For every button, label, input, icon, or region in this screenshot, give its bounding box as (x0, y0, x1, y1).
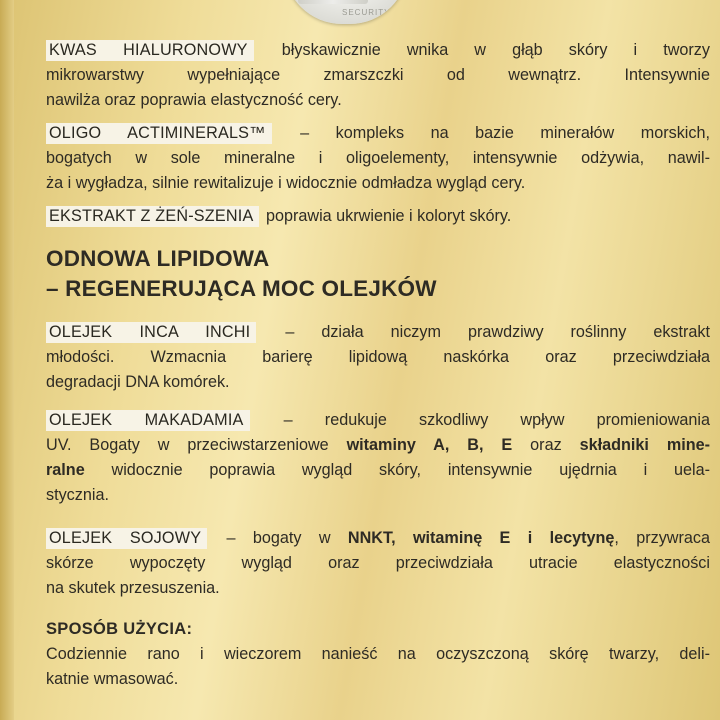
oil-macadamia (46, 408, 710, 508)
ingredient-label: KWAS HIALURONOWY (46, 40, 254, 61)
ingredient-text: nawilża oraz poprawia elastyczność cery. (46, 91, 342, 109)
oil-text: młodości. Wzmacnia barierę lipidową naskórka oraz przeciwdziała (46, 348, 710, 366)
oil-text-bold: witaminy A, B, E (346, 436, 513, 454)
section-heading-line: – REGENERUJĄCA MOC OLEJKÓW (46, 276, 437, 301)
oil-text: , przywraca (614, 529, 710, 547)
oil-text: stycznia. (46, 486, 109, 504)
oil-text: UV. Bogaty w przeciwstarzeniowe (46, 436, 347, 454)
oil-text: na skutek przesuszenia. (46, 579, 220, 597)
oil-text-bold: składniki mine- (579, 436, 710, 454)
oil-text: – bogaty w (209, 529, 348, 547)
ingredient-oligo-actiminerals (46, 121, 710, 196)
section-heading-line: ODNOWA LIPIDOWA (46, 246, 270, 271)
section-heading (46, 244, 437, 304)
ingredient-text: ża i wygładza, silnie rewitalizuje i widocznie odmładza wygląd cery. (46, 174, 526, 192)
oil-text: – działa niczym prawdziwy roślinny ekstrakt (258, 323, 710, 341)
oil-text-bold: ralne (46, 461, 85, 479)
package-edge (0, 0, 14, 720)
usage-instructions (46, 642, 710, 692)
ingredient-text: – kompleks na bazie minerałów morskich, (273, 124, 710, 142)
ingredient-text: bogatych w sole mineralne i oligoelementy, intensywnie odżywia, nawil- (46, 149, 710, 167)
oil-soy (46, 526, 710, 601)
oil-text: degradacji DNA komórek. (46, 373, 230, 391)
ingredient-text: mikrowarstwy wypełniające zmarszczki od wewnątrz. Intensywnie (46, 66, 710, 84)
oil-label: OLEJEK SOJOWY (46, 528, 207, 549)
oil-text: oraz (512, 436, 580, 454)
ingredient-ginseng-extract (46, 204, 710, 229)
ingredient-text: błyskawicznie wnika w głąb skóry i tworzy (255, 41, 710, 59)
oil-text: widocznie poprawia wygląd skóry, intensywnie ujędrnia i uela- (84, 461, 710, 479)
usage-text: Codziennie rano i wieczorem nanieść na oczyszczoną skórę twarzy, deli- (46, 645, 710, 663)
usage-title: SPOSÓB UŻYCIA: (46, 620, 193, 638)
ingredient-label: OLIGO ACTIMINERALS™ (46, 123, 272, 144)
oil-text: skórze wypoczęty wygląd oraz przeciwdziała utracie elastyczności (46, 554, 710, 572)
oil-text: – redukuje szkodliwy wpływ promieniowania (251, 411, 710, 429)
ingredient-label: EKSTRAKT Z ŻEŃ-SZENIA (46, 206, 259, 227)
oil-label: OLEJEK INCA INCHI (46, 322, 256, 343)
oil-inca-inchi (46, 320, 710, 395)
seal-hologram (298, 0, 368, 4)
security-seal (284, 0, 408, 24)
usage-text: katnie wmasować. (46, 670, 179, 688)
ingredient-text: poprawia ukrwienie i koloryt skóry. (261, 207, 512, 225)
oil-label: OLEJEK MAKADAMIA (46, 410, 250, 431)
oil-text-bold: NNKT, witaminę E i lecytynę (347, 529, 615, 547)
ingredient-hyaluronic-acid (46, 38, 710, 113)
seal-text: SECURITY (342, 8, 391, 17)
